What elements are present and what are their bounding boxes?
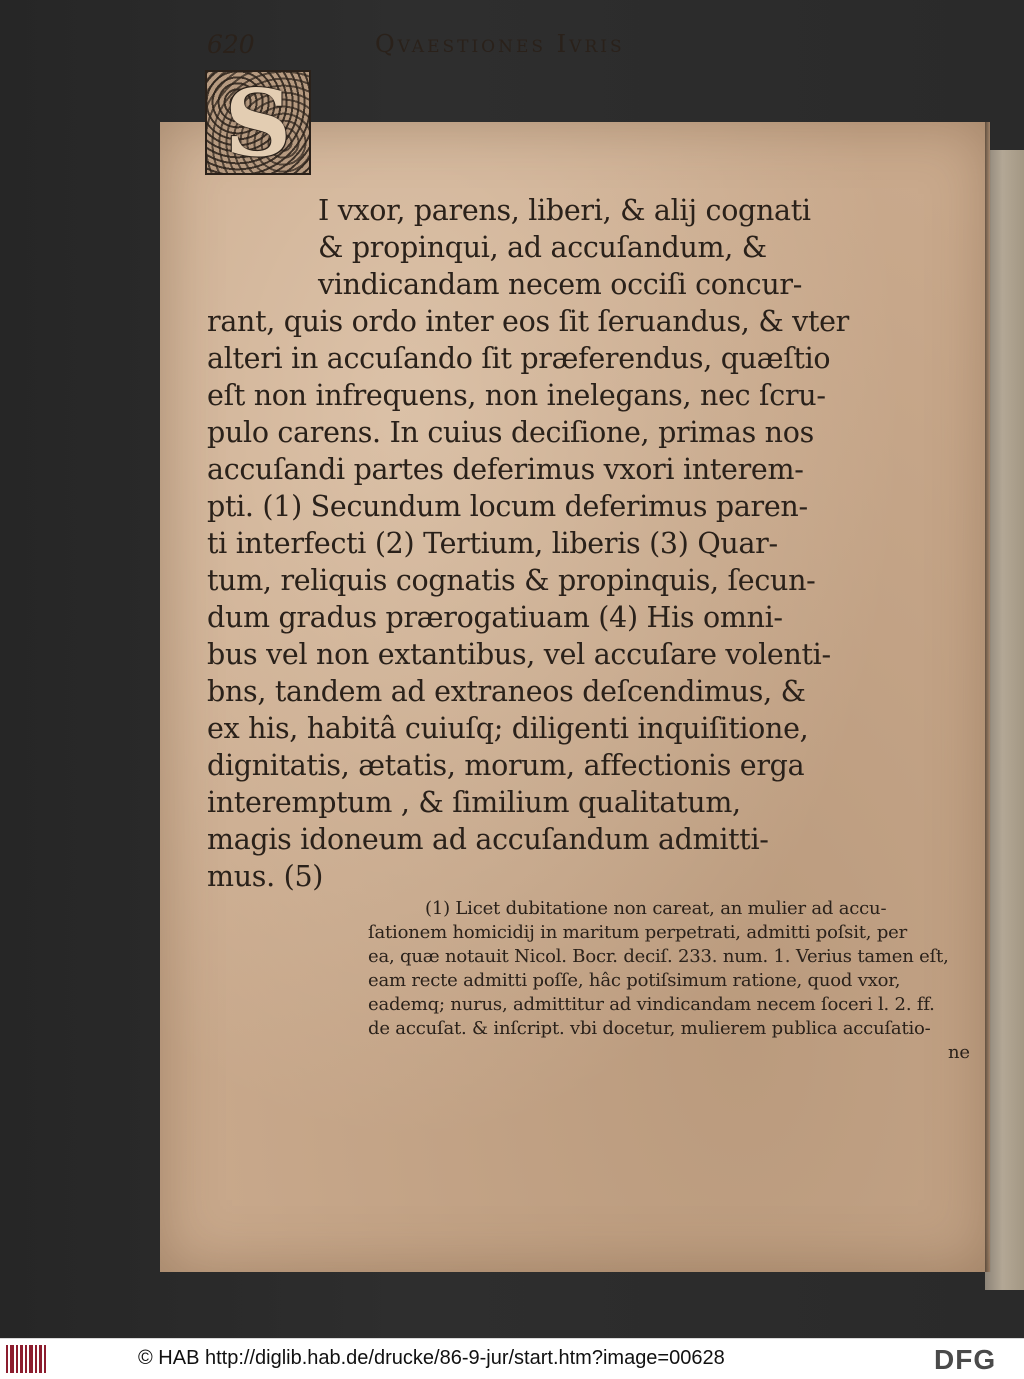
body-line: mus. (5) xyxy=(207,860,324,893)
footnote-line: eademq; nurus, admittitur ad vindicandam necem ſoceri l. 2. ff. xyxy=(368,994,935,1015)
viewer-footer xyxy=(0,1338,1024,1379)
footnote-line: de accuſat. & inſcript. vbi docetur, mulierem publica accuſatio- xyxy=(368,1018,931,1039)
dfg-logo: DFG xyxy=(934,1344,997,1375)
body-line: tum, reliquis cognatis & propinquis, ſecun- xyxy=(207,564,816,597)
body-line: alteri in accuſando ſit præferendus, quæſtio xyxy=(207,342,831,375)
body-line: & propinqui, ad accuſandum, & xyxy=(318,231,767,264)
body-line: interemptum , & ſimilium qualitatum, xyxy=(207,786,741,819)
body-line: pti. (1) Secundum locum deferimus paren- xyxy=(207,490,808,523)
body-line: ti interfecti (2) Tertium, liberis (3) Quar- xyxy=(207,527,778,560)
footnote-line: ea, quæ notauit Nicol. Bocr. deciſ. 233. num. 1. Verius tamen eſt, xyxy=(368,946,949,967)
body-line: accuſandi partes deferimus vxori interem- xyxy=(207,453,804,486)
body-line: magis idoneum ad accuſandum admitti- xyxy=(207,823,769,856)
body-line: bus vel non extantibus, vel accuſare volenti- xyxy=(207,638,831,671)
body-line: bns, tandem ad extraneos deſcendimus, & xyxy=(207,675,806,708)
body-line: ex his, habitâ cuiuſq; diligenti inquiſitione, xyxy=(207,712,809,745)
page-number: 620 xyxy=(207,30,255,59)
page-edge-shadow xyxy=(985,122,991,1272)
body-line: rant, quis ordo inter eos ſit ſeruandus, & vter xyxy=(207,305,849,338)
body-line: I vxor, parens, liberi, & alij cognati xyxy=(318,194,811,227)
body-line: dum gradus prærogatiuam (4) His omni- xyxy=(207,601,783,634)
drop-cap-letter: S xyxy=(224,68,292,177)
body-line: dignitatis, ætatis, morum, affectionis erga xyxy=(207,749,805,782)
footnote-line: eam recte admitti poſſe, hâc potiſsimum ratione, quod vxor, xyxy=(368,970,901,991)
decorated-initial xyxy=(205,70,311,175)
footnote-line: (1) Licet dubitatione non careat, an mulier ad accu- xyxy=(425,898,887,919)
footnote-catchword: ne xyxy=(948,1042,970,1063)
body-line: vindicandam necem occiſi concur- xyxy=(318,268,803,301)
body-line: eſt non infrequens, non inelegans, nec ſcru- xyxy=(207,379,826,412)
footnote-line: ſationem homicidij in maritum perpetrati, admitti poſsit, per xyxy=(368,922,908,943)
running-title: Qvaestiones Ivris xyxy=(375,30,625,58)
hab-barcode-logo-icon xyxy=(6,1345,48,1373)
source-credit-link[interactable]: © HAB http://diglib.hab.de/drucke/86-9-jur/start.htm?image=00628 xyxy=(138,1347,725,1369)
body-line: pulo carens. In cuius deciſione, primas nos xyxy=(207,416,814,449)
